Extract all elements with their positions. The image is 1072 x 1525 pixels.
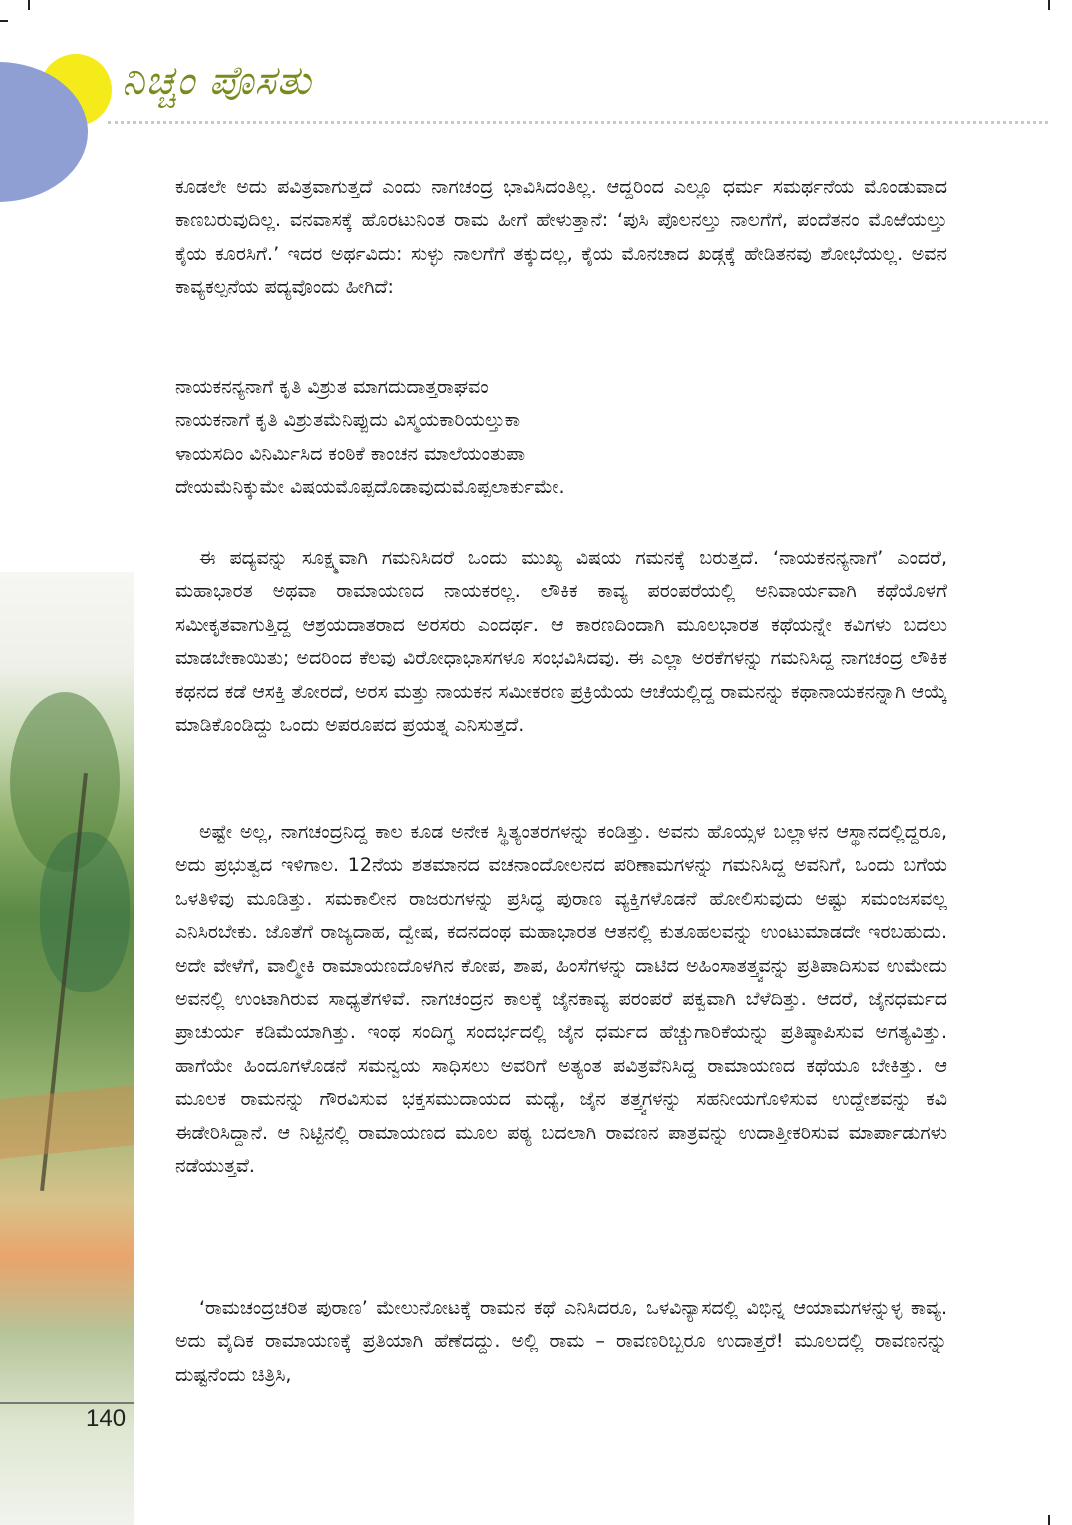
paragraph-3: ಅಷ್ಟೇ ಅಲ್ಲ, ನಾಗಚಂದ್ರನಿದ್ದ ಕಾಲ ಕೂಡ ಅನೇಕ ಸ್ಥಿತ್ಯಂತರಗಳನ್ನು ಕಂಡಿತ್ತು. ಅವನು ಹೊಯ್ಸಳ ಬಲ್ಲಾಳನ ಆಸ್ಥಾನದಲ್ಲಿದ್ದರೂ, ಅದು ಪ್ರಭುತ್ವದ ಇಳಿಗಾಲ. 12ನೆಯ ಶತಮಾನದ ವಚನಾಂದೋಲನದ ಪರಿಣಾಮಗಳನ್ನು ಗಮನಿಸಿದ್ದ ಅವನಿಗೆ, ಒಂದು ಬಗೆಯ ಒಳತಿಳಿವು ಮೂಡಿತ್ತು. ಸಮಕಾಲೀನ ರಾಜರುಗಳನ್ನು ಪ್ರಸಿದ್ಧ ಪುರಾಣ ವ್ಯಕ್ತಿಗಳೊಡನೆ ಹೋಲಿಸುವುದು ಅಷ್ಟು ಸಮಂಜಸವಲ್ಲ ಎನಿಸಿರಬೇಕು. ಜೊತೆಗೆ ರಾಜ್ಯದಾಹ, ದ್ವೇಷ, ಕದನದಂಥ ಮಹಾಭಾರತ ಆತನಲ್ಲಿ ಕುತೂಹಲವನ್ನು ಉಂಟುಮಾಡದೇ ಇರಬಹುದು. ಅದೇ ವೇಳೆಗೆ, ವಾಲ್ಮೀಕಿ ರಾಮಾಯಣದೊಳಗಿನ ಕೋಪ, ಶಾಪ, ಹಿಂಸೆಗಳನ್ನು ದಾಟಿದ ಅಹಿಂಸಾತತ್ತ್ವವನ್ನು ಪ್ರತಿಪಾದಿಸುವ ಉಮೇದು ಅವನಲ್ಲಿ ಉಂಟಾಗಿರುವ ಸಾಧ್ಯತೆಗಳಿವೆ. ನಾಗಚಂದ್ರನ ಕಾಲಕ್ಕೆ ಜೈನಕಾವ್ಯ ಪರಂಪರೆ ಪಕ್ವವಾಗಿ ಬೆಳೆದಿತ್ತು. ಆದರೆ, ಜೈನಧರ್ಮದ ಪ್ರಾಚುರ್ಯ ಕಡಿಮೆಯಾಗಿತ್ತು. ಇಂಥ ಸಂದಿಗ್ಧ ಸಂದರ್ಭದಲ್ಲಿ ಜೈನ ಧರ್ಮದ ಹೆಚ್ಚುಗಾರಿಕೆಯನ್ನು ಪ್ರತಿಷ್ಠಾಪಿಸುವ ಅಗತ್ಯವಿತ್ತು. ಹಾಗೆಯೇ ಹಿಂದೂಗಳೊಡನೆ ಸಮನ್ವಯ ಸಾಧಿಸಲು ಅವರಿಗೆ ಅತ್ಯಂತ ಪವಿತ್ರವೆನಿಸಿದ್ದ ರಾಮಾಯಣದ ಕಥೆಯೂ ಬೇಕಿತ್ತು. ಆ ಮೂಲಕ ರಾಮನನ್ನು ಗೌರವಿಸುವ ಭಕ್ತಸಮುದಾಯದ ಮಧ್ಯೆ, ಜೈನ ತತ್ತ್ವಗಳನ್ನು ಸಹನೀಯಗೊಳಿಸುವ ಉದ್ದೇಶವನ್ನು ಕವಿ ಈಡೇರಿಸಿದ್ದಾನೆ. ಆ ನಿಟ್ಟಿನಲ್ಲಿ ರಾಮಾಯಣದ ಮೂಲ ಪಠ್ಯ ಬದಲಾಗಿ ರಾವಣನ ಪಾತ್ರವನ್ನು ಉದಾತ್ತೀಕರಿಸುವ ಮಾರ್ಪಾಡುಗಳು ನಡೆಯುತ್ತವೆ. xyxy=(175,821,947,1178)
verse-line-3: ಳಾಯಸದಿಂ ವಿನಿರ್ಮಿಸಿದ ಕಂಠಿಕೆ ಕಾಂಚನ ಮಾಲೆಯಂತುಪಾ xyxy=(175,442,526,465)
paragraph-4: ‘ರಾಮಚಂದ್ರಚರಿತ ಪುರಾಣ’ ಮೇಲುನೋಟಕ್ಕೆ ರಾಮನ ಕಥೆ ಎನಿಸಿದರೂ, ಒಳವಿನ್ಯಾಸದಲ್ಲಿ ವಿಭಿನ್ನ ಆಯಾಮಗಳನ್ನುಳ್ಳ ಕಾವ್ಯ. ಅದು ವೈದಿಕ ರಾಮಾಯಣಕ್ಕೆ ಪ್ರತಿಯಾಗಿ ಹೆಣೆದದ್ದು. ಅಲ್ಲಿ ರಾಮ – ರಾವಣರಿಬ್ಬರೂ ಉದಾತ್ತರೆ! ಮೂಲದಲ್ಲಿ ರಾವಣನನ್ನು ದುಷ್ಟನೆಂದು ಚಿತ್ರಿಸಿ, xyxy=(175,1297,947,1386)
verse-line-2: ನಾಯಕನಾಗೆ ಕೃತಿ ವಿಶ್ರುತಮೆನಿಪ್ಪುದು ವಿಸ್ಮಯಕಾರಿಯಲ್ತುಕಾ xyxy=(175,409,521,432)
footer-rule xyxy=(0,1402,134,1404)
verse-line-1: ನಾಯಕನನ್ಯನಾಗೆ ಕೃತಿ ವಿಶ್ರುತ ಮಾಗದುದಾತ್ತರಾಘವಂ xyxy=(175,376,489,398)
crop-mark-bottom-right xyxy=(1048,1515,1050,1525)
paragraph-1: ಕೂಡಲೇ ಅದು ಪವಿತ್ರವಾಗುತ್ತದೆ ಎಂದು ನಾಗಚಂದ್ರ ಭಾವಿಸಿದಂತಿಲ್ಲ. ಆದ್ದರಿಂದ ಎಲ್ಲೂ ಧರ್ಮ ಸಮರ್ಥನೆಯ ಮೊಂಡುವಾದ ಕಾಣಬರುವುದಿಲ್ಲ. ವನವಾಸಕ್ಕೆ ಹೊರಟುನಿಂತ ರಾಮ ಹೀಗೆ ಹೇಳುತ್ತಾನೆ: ‘ಪುಸಿ ಪೊಲನಲ್ತು ನಾಲಗೆಗೆ, ಪಂದೆತನಂ ಮೊಱೆಯಲ್ತು ಕೈಯ ಕೂರಸಿಗೆ.’ ಇದರ ಅರ್ಥವಿದು: ಸುಳ್ಳು ನಾಲಗೆಗೆ ತಕ್ಕುದಲ್ಲ, ಕೈಯ ಮೊನಚಾದ ಖಡ್ಗಕ್ಕೆ ಹೇಡಿತನವು ಶೋಭೆಯಲ್ಲ. ಅವನ ಕಾವ್ಯಕಲ್ಪನೆಯ ಪದ್ಯವೊಂದು ಹೀಗಿದೆ: xyxy=(175,176,947,299)
verse-line-4: ದೇಯಮೆನಿಕ್ಕುಮೇ ವಿಷಯಮೊಪ್ಪದೊಡಾವುದುಮೊಪ್ಪಲಾರ್ಕುಮೇ. xyxy=(175,476,565,499)
crop-mark-top-right xyxy=(1048,0,1050,10)
header-dotted-rule xyxy=(108,121,1048,124)
paragraph-2: ಈ ಪದ್ಯವನ್ನು ಸೂಕ್ಷ್ಮವಾಗಿ ಗಮನಿಸಿದರೆ ಒಂದು ಮುಖ್ಯ ವಿಷಯ ಗಮನಕ್ಕೆ ಬರುತ್ತದೆ. ‘ನಾಯಕನನ್ಯನಾಗೆ’ ಎಂದರೆ, ಮಹಾಭಾರತ ಅಥವಾ ರಾಮಾಯಣದ ನಾಯಕರಲ್ಲ. ಲೌಕಿಕ ಕಾವ್ಯ ಪರಂಪರೆಯಲ್ಲಿ ಅನಿವಾರ್ಯವಾಗಿ ಕಥೆಯೊಳಗೆ ಸಮೀಕೃತವಾಗುತ್ತಿದ್ದ ಆಶ್ರಯದಾತರಾದ ಅರಸರು ಎಂದರ್ಥ. ಆ ಕಾರಣದಿಂದಾಗಿ ಮೂಲಭಾರತ ಕಥೆಯನ್ನೇ ಕವಿಗಳು ಬದಲು ಮಾಡಬೇಕಾಯಿತು; ಅದರಿಂದ ಕೆಲವು ವಿರೋಧಾಭಾಸಗಳೂ ಸಂಭವಿಸಿದವು. ಈ ಎಲ್ಲಾ ಅರಕೆಗಳನ್ನು ಗಮನಿಸಿದ್ದ ನಾಗಚಂದ್ರ ಲೌಕಿಕ ಕಥನದ ಕಡೆ ಆಸಕ್ತಿ ತೋರದೆ, ಅರಸ ಮತ್ತು ನಾಯಕನ ಸಮೀಕರಣ ಪ್ರಕ್ರಿಯೆಯ ಆಚೆಯಲ್ಲಿದ್ದ ರಾಮನನ್ನು ಕಥಾನಾಯಕನನ್ನಾಗಿ ಆಯ್ಕೆ ಮಾಡಿಕೊಂಡಿದ್ದು ಒಂದು ಅಪರೂಪದ ಪ್ರಯತ್ನ ಎನಿಸುತ್ತದೆ. xyxy=(175,547,947,737)
verse-block xyxy=(175,371,947,505)
watercolor-landscape-illustration xyxy=(0,572,134,1525)
crop-mark-top-left xyxy=(28,0,30,10)
crop-mark-left xyxy=(0,20,8,22)
section-title: ನಿಚ್ಚಂ ಪೊಸತು xyxy=(122,58,312,104)
page-number: 140 xyxy=(86,1405,127,1432)
